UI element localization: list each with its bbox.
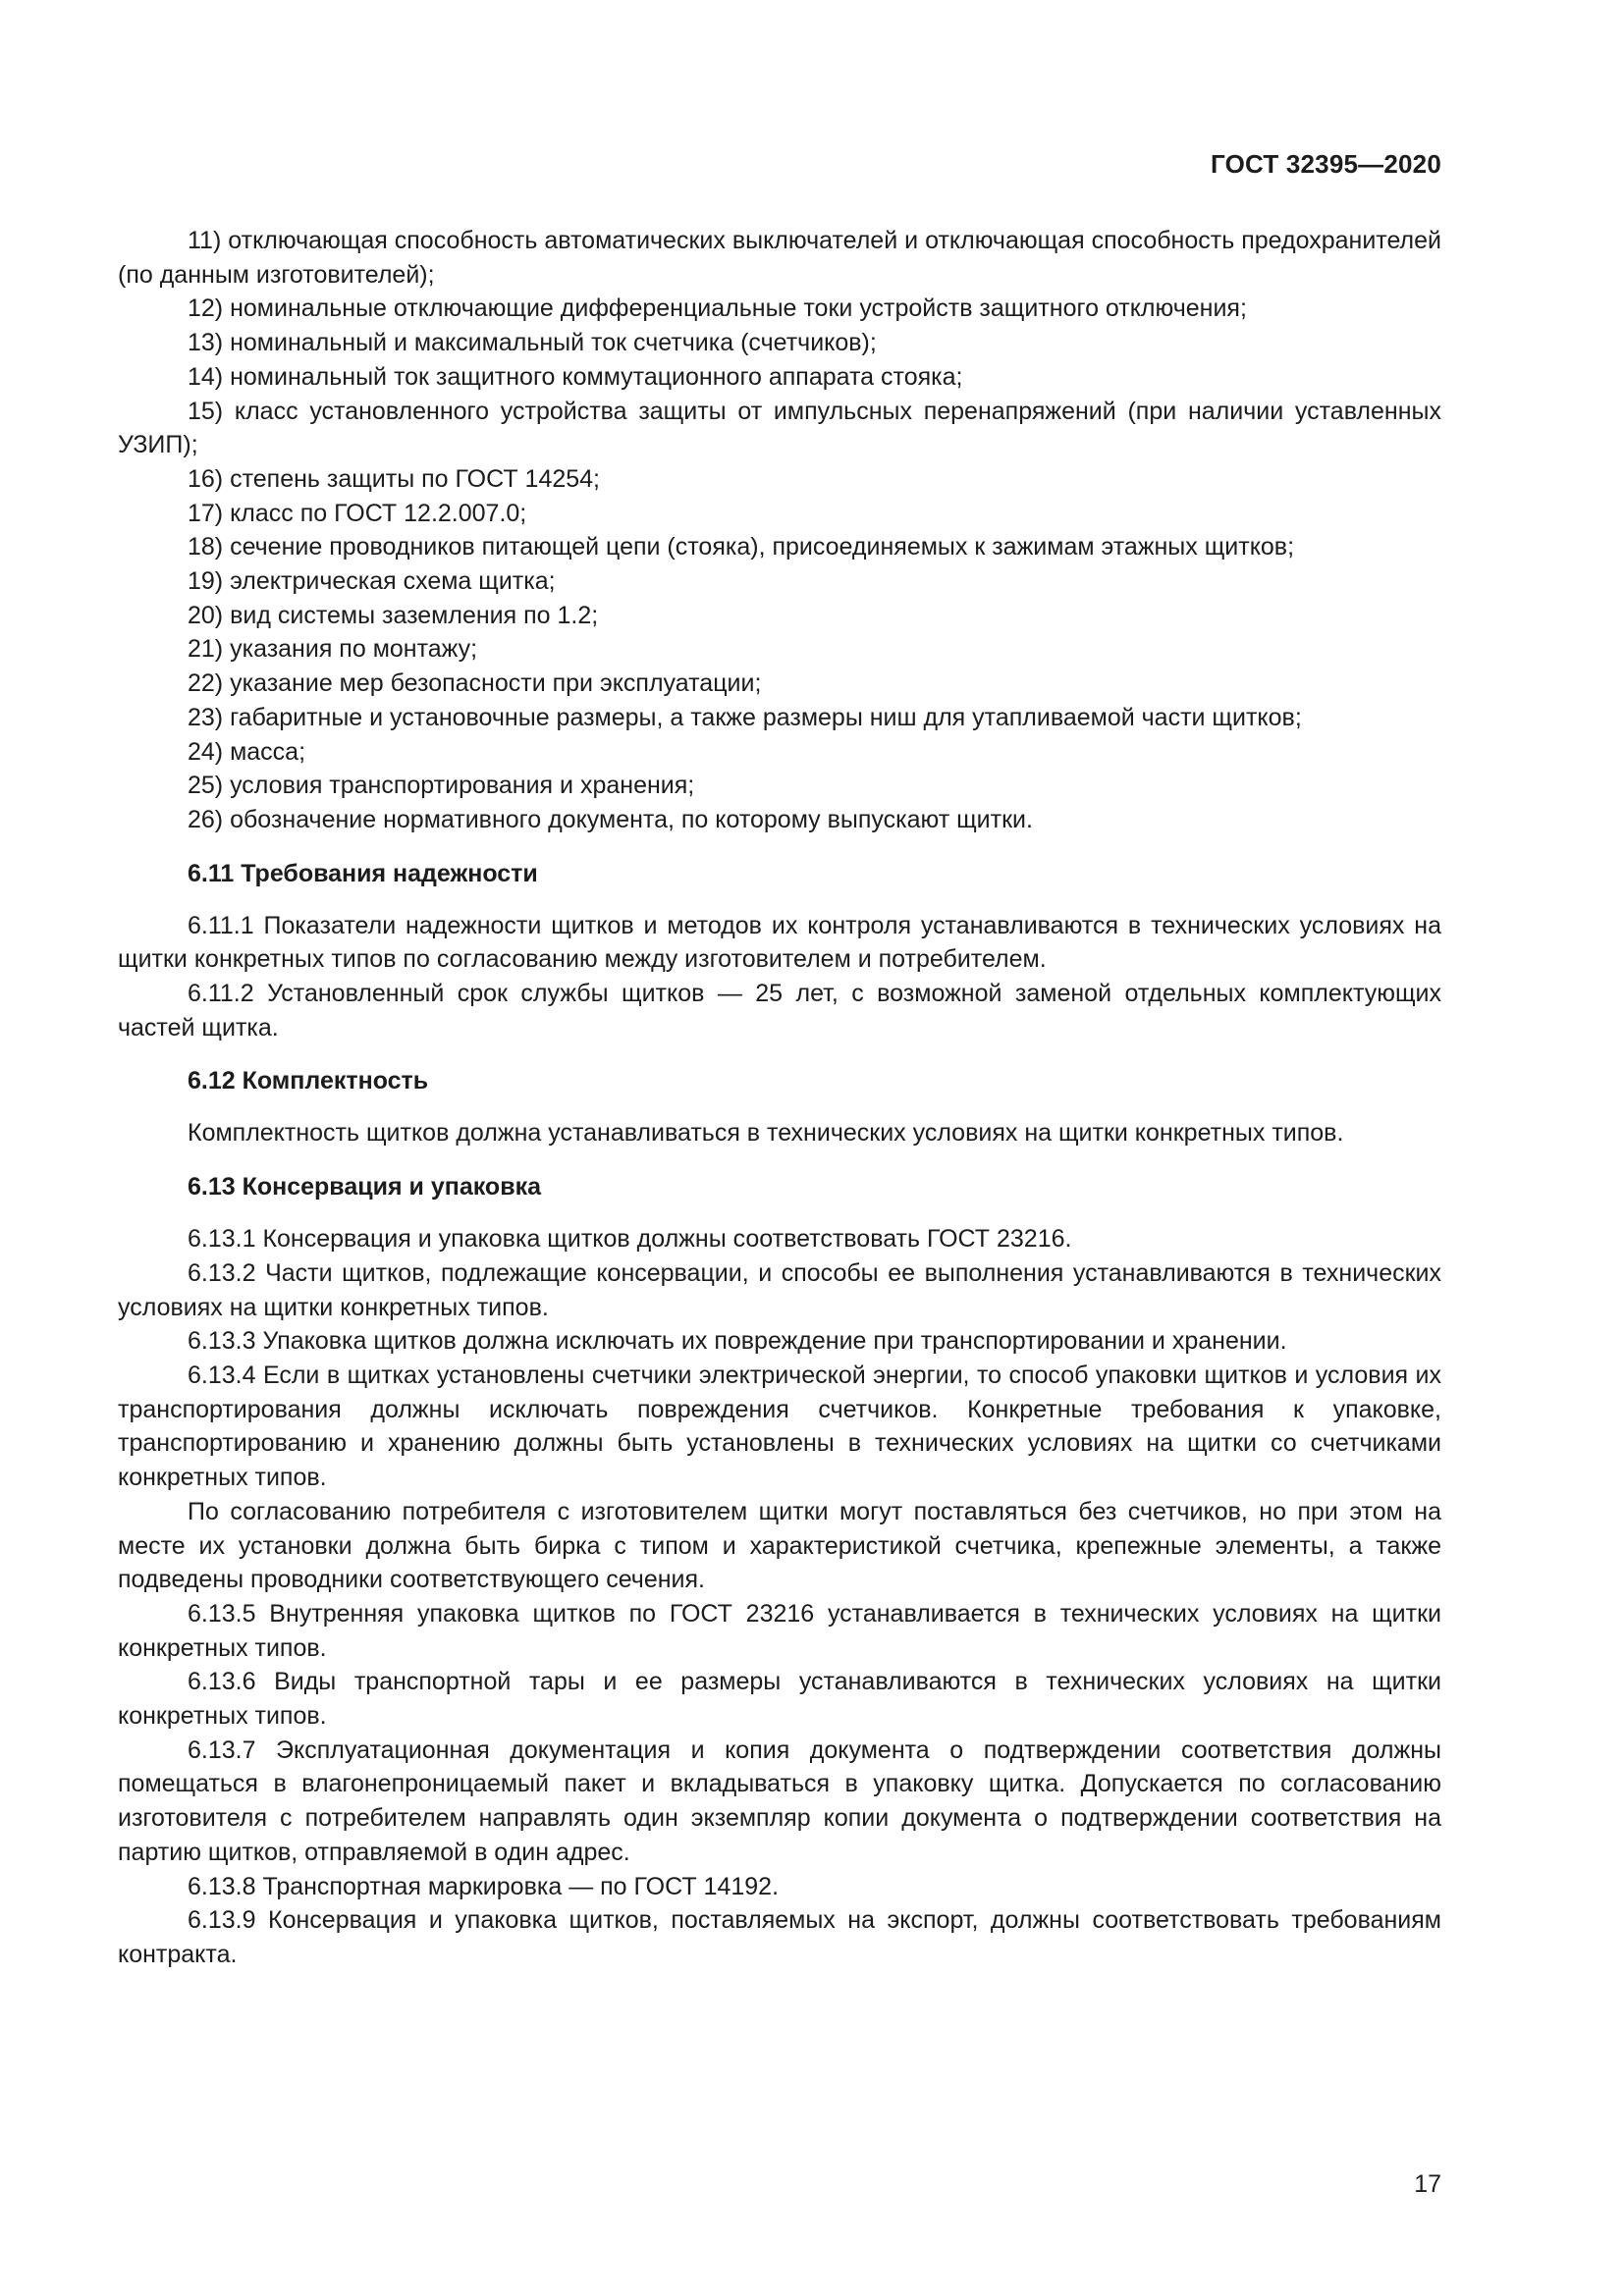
paragraph-6-11-2: 6.11.2 Установленный срок службы щитков — 25 лет, с возможной заменой отдельных комплектующих частей щитка. [118, 980, 1441, 1041]
paragraph-6-11-1: 6.11.1 Показатели надежности щитков и методов их контроля устанавливаются в технических условиях на щитки конкретных типов по согласованию между изготовителем и потребителем. [118, 911, 1441, 974]
list-item-19: 19) электрическая схема щитка; [188, 567, 556, 596]
section-heading-6-11: 6.11 Требования надежности [188, 859, 538, 887]
list-item-11: 11) отключающая способность автоматических выключателей и отключающая способность предохранителей (по данным изготовителей); [118, 227, 1441, 289]
paragraph-6-13-6: 6.13.6 Виды транспортной тары и ее размеры устанавливаются в технических условиях на щитки конкретных типов. [118, 1668, 1441, 1731]
paragraph-6-13-3: 6.13.3 Упаковка щитков должна исключать их повреждение при транспортировании и хранении. [188, 1327, 1287, 1356]
section-heading-6-12: 6.12 Комплектность [188, 1067, 429, 1095]
list-item-13: 13) номинальный и максимальный ток счетчика (счетчиков); [188, 329, 877, 357]
list-item-17: 17) класс по ГОСТ 12.2.007.0; [188, 499, 527, 527]
list-item-14: 14) номинальный ток защитного коммутационного аппарата стояка; [188, 362, 963, 391]
paragraph-6-13-1: 6.13.1 Консервация и упаковка щитков должны соответствовать ГОСТ 23216. [188, 1225, 1072, 1254]
list-item-22: 22) указание мер безопасности при эксплуатации; [188, 669, 762, 698]
list-item-24: 24) масса; [188, 737, 306, 766]
list-item-15: 15) класс установленного устройства защиты от импульсных перенапряжений (при наличии уставленных УЗИП); [118, 397, 1441, 459]
list-item-16: 16) степень защиты по ГОСТ 14254; [188, 464, 601, 493]
paragraph-6-12: Комплектность щитков должна устанавливаться в технических условиях на щитки конкретных типов. [188, 1119, 1344, 1148]
list-item-21: 21) указания по монтажу; [188, 635, 478, 664]
paragraph-6-13-7: 6.13.7 Эксплуатационная документация и копия документа о подтверждении соответствия должны помещаться в влагонепроницаемый пакет и вкладываться в упаковку щитка. Допускается по согласованию изготовителя с потребителем направлять один экземпляр копии документа о подтверждении соответствия на партию щитков, отправляемой в один адрес. [118, 1735, 1441, 1866]
list-item-12: 12) номинальные отключающие дифференциальные токи устройств защитного отключения; [188, 294, 1247, 323]
list-item-20: 20) вид системы заземления по 1.2; [188, 601, 599, 629]
document-code-header: ГОСТ 32395—2020 [1211, 149, 1441, 179]
list-item-25: 25) условия транспортирования и хранения; [188, 772, 695, 800]
list-item-26: 26) обозначение нормативного документа, по которому выпускают щитки. [188, 805, 1033, 833]
page-number: 17 [1414, 2170, 1441, 2198]
page-content [118, 224, 1441, 1972]
paragraph-6-13-4: 6.13.4 Если в щитках установлены счетчики электрической энергии, то способ упаковки щитков и условия их транспортирования должны исключать повреждения счетчиков. Конкретные требования к упаковке, транспортированию и хранению должны быть установлены в технических условиях на щитки со счетчиками конкретных типов. [118, 1361, 1441, 1492]
paragraph-6-13-9: 6.13.9 Консервация и упаковка щитков, поставляемых на экспорт, должны соответствовать требованиям контракта. [118, 1906, 1441, 1968]
paragraph-6-13-2: 6.13.2 Части щитков, подлежащие консервации, и способы ее выполнения устанавливаются в технических условиях на щитки конкретных типов. [118, 1258, 1441, 1321]
section-heading-6-13: 6.13 Консервация и упаковка [188, 1173, 541, 1201]
list-item-18: 18) сечение проводников питающей цепи (стояка), присоединяемых к зажимам этажных щитков; [188, 533, 1295, 561]
paragraph-6-13-8: 6.13.8 Транспортная маркировка — по ГОСТ 14192. [188, 1872, 780, 1900]
list-item-23: 23) габаритные и установочные размеры, а также размеры ниш для утапливаемой части щитков; [188, 703, 1302, 731]
paragraph-6-13-5: 6.13.5 Внутренняя упаковка щитков по ГОСТ 23216 устанавливается в технических условиях на щитки конкретных типов. [118, 1599, 1441, 1662]
paragraph-6-13-4-note: По согласованию потребителя с изготовителем щитки могут поставляться без счетчиков, но при этом на месте их установки должна быть бирка с типом и характеристикой счетчика, крепежные элементы, а также подведены проводники соответствующего сечения. [118, 1497, 1441, 1594]
